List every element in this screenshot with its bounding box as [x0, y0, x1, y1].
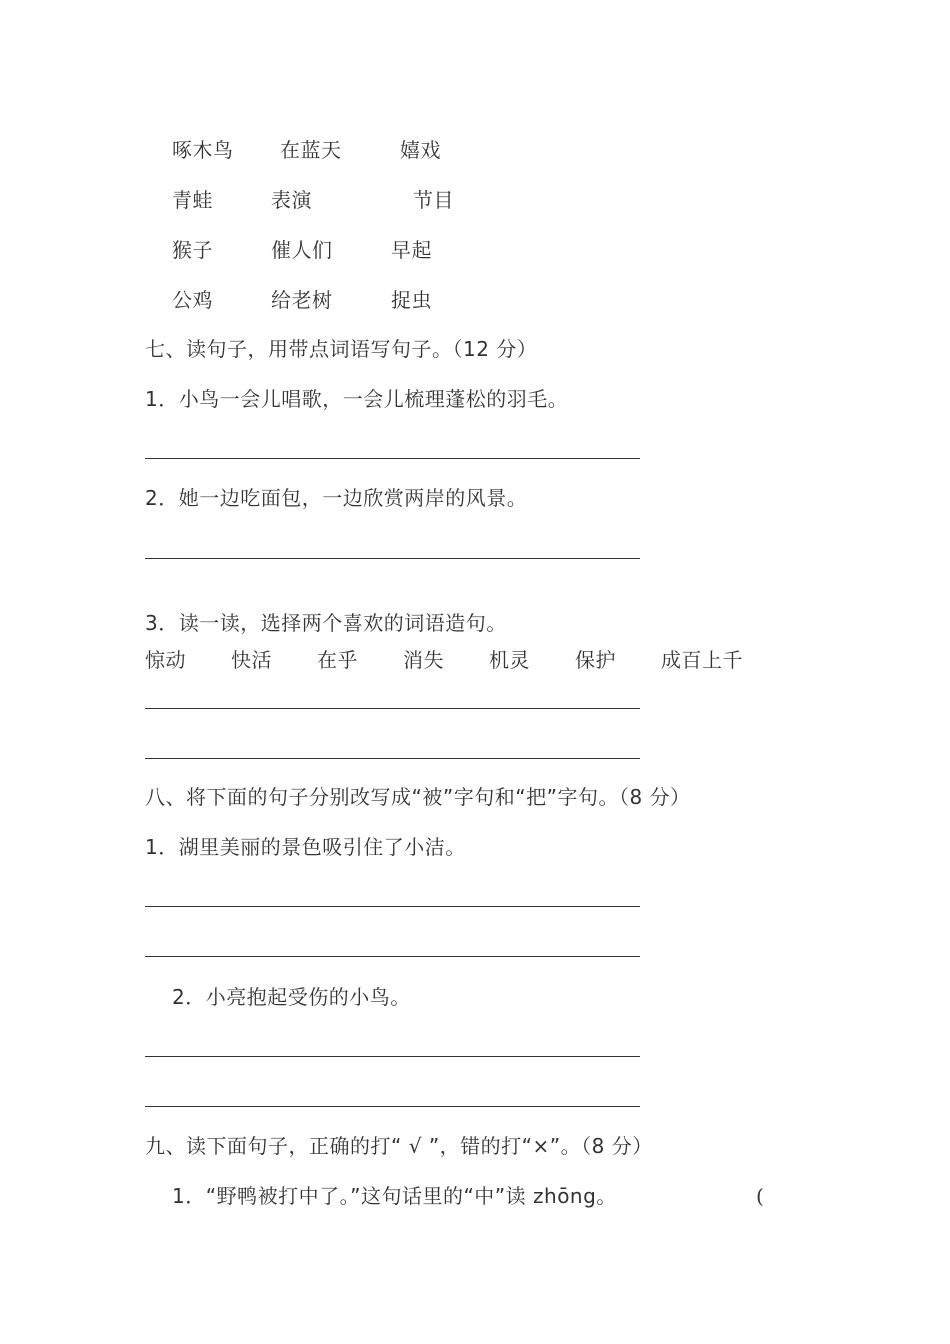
section-7-heading: 七、读句子，用带点词语写句子。（12 分）: [145, 337, 538, 361]
answer-line[interactable]: [145, 1106, 640, 1107]
section-8-question-2: 2．小亮抱起受伤的小鸟。: [172, 985, 411, 1009]
word-bank-item: 成百上千: [661, 648, 743, 672]
match-word: 青蛙: [172, 188, 213, 212]
section-9-heading: 九、读下面句子，正确的打“ √ ”，错的打“×”。（8 分）: [145, 1134, 653, 1158]
word-bank-item: 消失: [403, 648, 444, 672]
section-8-heading: 八、将下面的句子分别改写成“被”字句和“把”字句。（8 分）: [145, 785, 691, 809]
match-word: 早起: [391, 238, 432, 262]
match-word: 表演: [271, 188, 312, 212]
match-word: 猴子: [172, 238, 213, 262]
answer-line[interactable]: [145, 708, 640, 709]
match-word: 捉虫: [391, 288, 432, 312]
section-7-question-1: 1．小鸟一会儿唱歌，一会儿梳理蓬松的羽毛。: [145, 387, 569, 411]
answer-line[interactable]: [145, 558, 640, 559]
word-bank-item: 惊动: [145, 648, 186, 672]
answer-bracket[interactable]: (: [756, 1184, 765, 1208]
answer-line[interactable]: [145, 458, 640, 459]
match-word: 嬉戏: [400, 138, 441, 162]
section-9-question-1: 1．“野鸭被打中了。”这句话里的“中”读 zhōng。: [172, 1184, 617, 1208]
answer-line[interactable]: [145, 1056, 640, 1057]
word-bank-item: 快活: [231, 648, 272, 672]
match-word: 给老树: [271, 288, 333, 312]
word-bank-item: 在乎: [317, 648, 358, 672]
section-8-question-1: 1．湖里美丽的景色吸引住了小洁。: [145, 835, 466, 859]
answer-line[interactable]: [145, 906, 640, 907]
answer-line[interactable]: [145, 758, 640, 759]
word-bank-item: 机灵: [489, 648, 530, 672]
match-word: 公鸡: [172, 288, 213, 312]
match-word: 在蓝天: [280, 138, 342, 162]
section-7-question-2: 2．她一边吃面包，一边欣赏两岸的风景。: [145, 486, 528, 510]
answer-line[interactable]: [145, 956, 640, 957]
match-word: 啄木鸟: [172, 138, 234, 162]
section-7-question-3: 3．读一读，选择两个喜欢的词语造句。: [145, 611, 507, 635]
match-word: 催人们: [271, 238, 333, 262]
word-bank-item: 保护: [575, 648, 616, 672]
match-word: 节目: [413, 188, 454, 212]
